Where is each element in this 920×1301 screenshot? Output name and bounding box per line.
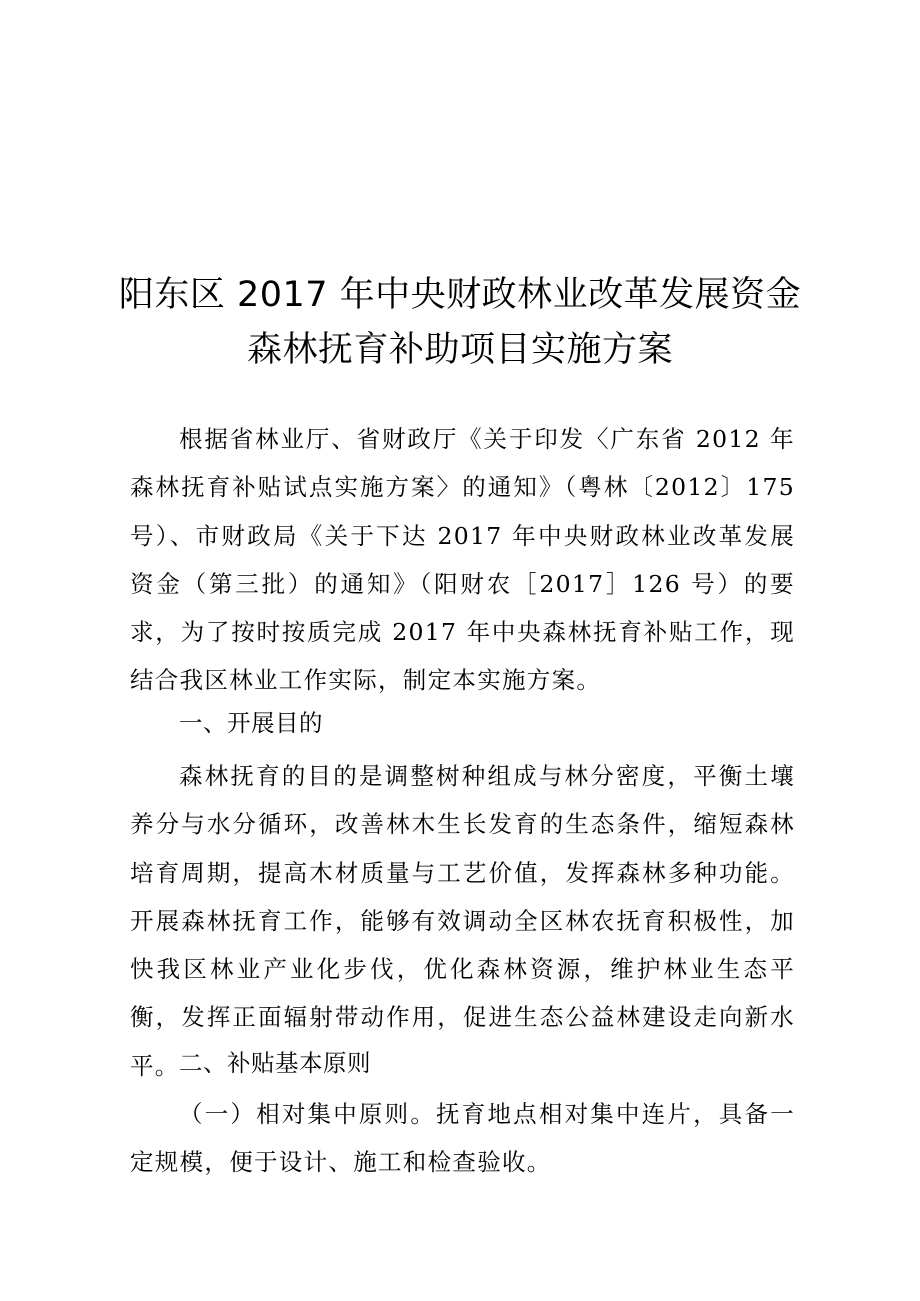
- intro-paragraph: 根据省林业厅、省财政厅《关于印发〈广东省 2012 年森林抚育补贴试点实施方案〉的通知》（粤林〔2012〕175 号）、市财政局《关于下达 2017 年中央财政林业改革发展资金（第三批）的通知》（阳财农［2017］126 号）的要求，为了按时按质完成 2017 年中央森林抚育补贴工作，现结合我区林业工作实际，制定本实施方案。: [130, 425, 795, 695]
- document-title-line-2: 森林抚育补助项目实施方案: [246, 330, 673, 370]
- section-heading-principles: 二、补贴基本原则: [179, 1049, 371, 1077]
- principle-item-1: （一）相对集中原则。抚育地点相对集中连片，具备一定规模，便于设计、施工和检查验收。: [130, 1100, 795, 1177]
- document-title-line-1: 阳东区 2017 年中央财政林业改革发展资金: [118, 275, 802, 315]
- section-heading-purpose: 一、开展目的: [179, 709, 323, 737]
- purpose-paragraph: 森林抚育的目的是调整树种组成与林分密度，平衡土壤养分与水分循环，改善林木生长发育的生态条件，缩短森林培育周期，提高木材质量与工艺价值，发挥森林多种功能。开展森林抚育工作，能够有效调动全区林农抚育积极性，加快我区林业产业化步伐，优化森林资源，维护林业生态平衡，发挥正面辐射带动作用，促进生态公益林建设走向新水平。: [130, 762, 795, 1080]
